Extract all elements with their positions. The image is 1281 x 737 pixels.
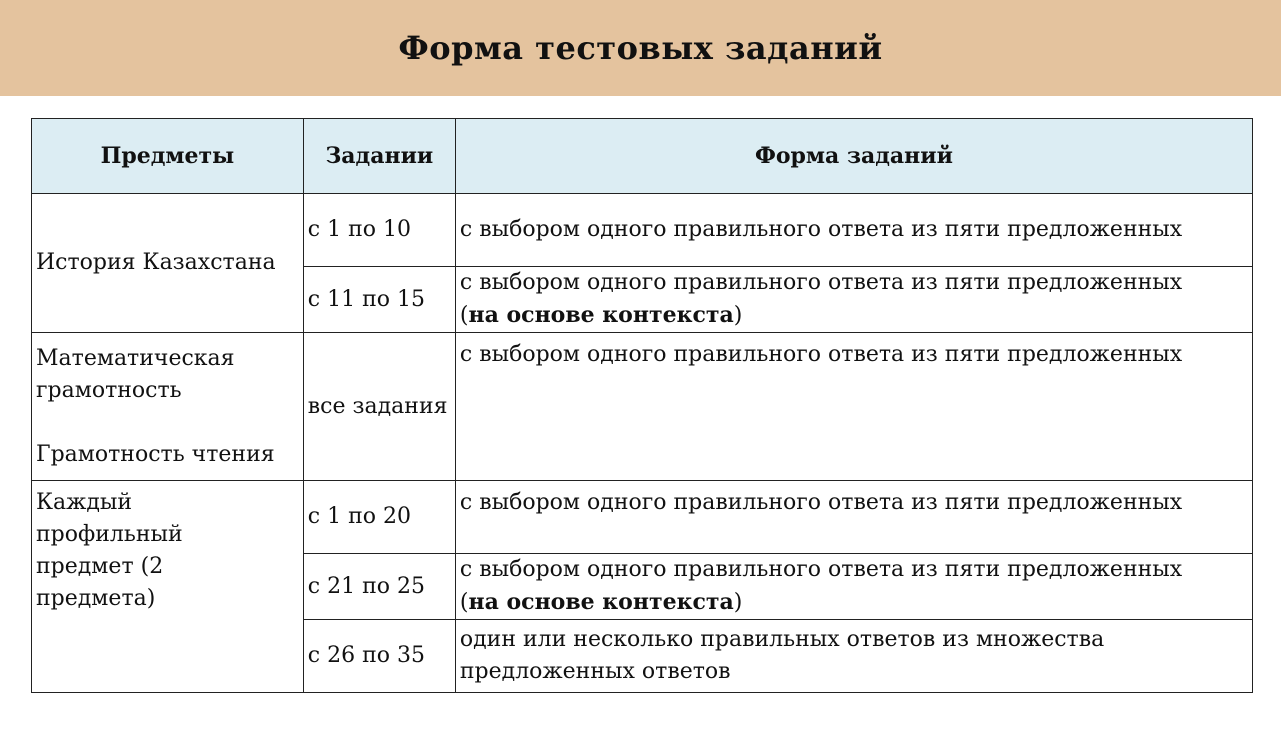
subject-cell: История Казахстана <box>32 194 304 333</box>
form-text: с выбором одного правильного ответа из пяти предложенных <box>459 557 1183 582</box>
tasks-cell: с 1 по 20 <box>303 481 455 554</box>
tasks-cell: с 11 по 15 <box>303 267 455 333</box>
form-cell: с выбором одного правильного ответа из пяти предложенных <box>455 194 1252 267</box>
form-bold-text: на основе контекста <box>468 302 734 328</box>
test-forms-table <box>31 118 1253 693</box>
title-bar <box>0 0 1281 96</box>
page-title: Форма тестовых заданий <box>398 29 883 67</box>
table-row <box>32 333 1253 481</box>
subject-cell: Каждый профильный предмет (2 предмета) <box>32 481 304 693</box>
form-cell <box>455 267 1252 333</box>
table-row <box>32 481 1253 554</box>
form-bold-text: на основе контекста <box>468 589 734 615</box>
form-cell: один или несколько правильных ответов из множества предложенных ответов <box>455 620 1252 693</box>
header-tasks: Задании <box>303 119 455 194</box>
form-paren-open: ( <box>459 590 469 615</box>
form-text: с выбором одного правильного ответа из пяти предложенных <box>459 270 1183 295</box>
header-subjects: Предметы <box>32 119 304 194</box>
subject-cell <box>32 333 304 481</box>
form-cell: с выбором одного правильного ответа из пяти предложенных <box>455 481 1252 554</box>
form-cell <box>455 554 1252 620</box>
form-paren-close: ) <box>733 303 743 328</box>
form-paren-close: ) <box>733 590 743 615</box>
header-form: Форма заданий <box>455 119 1252 194</box>
tasks-cell: все задания <box>303 333 455 481</box>
subject-line-reading: Грамотность чтения <box>36 441 275 467</box>
subject-line-math: Математическая грамотность <box>36 345 235 403</box>
form-cell: с выбором одного правильного ответа из пяти предложенных <box>455 333 1252 481</box>
tasks-cell: с 1 по 10 <box>303 194 455 267</box>
table-header-row <box>32 119 1253 194</box>
table-row <box>32 194 1253 267</box>
tasks-cell: с 21 по 25 <box>303 554 455 620</box>
form-paren-open: ( <box>459 303 469 328</box>
tasks-cell: с 26 по 35 <box>303 620 455 693</box>
